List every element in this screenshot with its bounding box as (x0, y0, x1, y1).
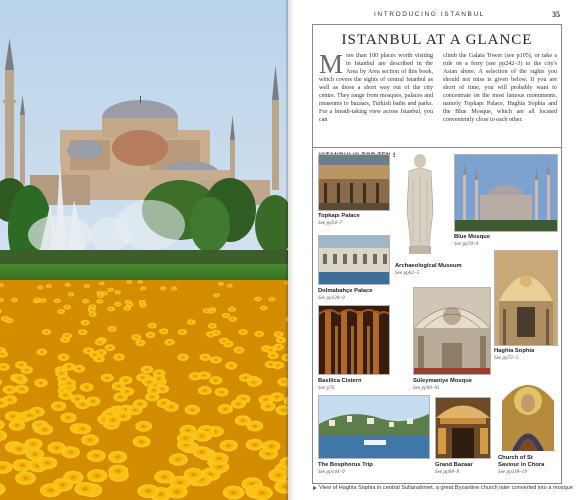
intro-text (319, 49, 557, 150)
flower (187, 319, 196, 325)
flower (193, 430, 210, 441)
grand-bazaar-image (435, 397, 491, 459)
flower (99, 282, 105, 286)
sight-topkapi-palace (318, 154, 390, 232)
flower (3, 385, 17, 394)
sight-ref: See pp90–91 (413, 385, 440, 391)
flower (36, 424, 53, 435)
flower (141, 366, 153, 374)
flower (47, 442, 65, 454)
flower (218, 282, 224, 286)
flower (131, 334, 141, 340)
flower (193, 446, 212, 458)
flower (220, 440, 238, 452)
flower (108, 465, 128, 478)
flower (209, 376, 222, 384)
flower (152, 374, 165, 382)
flower (178, 329, 187, 335)
flower (125, 300, 132, 305)
flower (139, 300, 146, 305)
flower (46, 284, 52, 288)
flower (22, 410, 38, 420)
flower (12, 459, 32, 472)
flower (147, 386, 161, 395)
flower (75, 400, 90, 410)
flower (160, 286, 166, 290)
flower (265, 361, 277, 369)
flower (78, 329, 87, 335)
flower (199, 354, 210, 361)
flower (251, 486, 273, 500)
intro-column-1 (319, 49, 433, 124)
drop-cap: M (319, 49, 344, 79)
flower (81, 434, 99, 445)
flower (262, 440, 280, 452)
running-head-title: INTRODUCING ISTANBUL (374, 11, 485, 18)
sight-name: Church of St (498, 455, 533, 461)
flower (108, 451, 127, 463)
sight-suleymaniye-mosque (413, 287, 491, 401)
flower (15, 361, 27, 369)
flower (54, 299, 61, 304)
sight-dolmabahce-palace (318, 235, 390, 309)
sight-haghia-sophia (494, 250, 558, 370)
right-page (294, 0, 576, 500)
flower (166, 485, 188, 499)
flower (68, 292, 75, 296)
flower (223, 486, 245, 500)
sight-name: Blue Mosque (454, 234, 491, 240)
flower (210, 356, 222, 363)
section-divider (313, 147, 561, 148)
blue-mosque-image (454, 154, 558, 232)
flower (255, 297, 262, 301)
flower (120, 387, 134, 396)
flower (265, 346, 276, 353)
flower (218, 404, 233, 414)
flower (225, 362, 237, 370)
flower (146, 332, 156, 338)
page-title: ISTANBUL AT A GLANCE (341, 32, 533, 48)
flower (105, 344, 116, 351)
flower (34, 379, 47, 388)
flower (234, 347, 245, 354)
intro-column-2: climb the Galata Tower (see p105), or take a ride on a ferry (see pp242–3) to the city's Asian shore. A selection of the sights you should not miss is given below. If you are short of time, you will probably want to concentrate on the most famous monuments, namely Topkapı Palace, Haghia Sophia and the Blue Mosque, which are all located conveniently close to each other. (443, 53, 557, 123)
sight-basilica-cistern (318, 305, 390, 401)
flower (58, 391, 72, 400)
flower (206, 331, 216, 337)
page-number: 35 (552, 10, 560, 19)
flower (222, 313, 230, 318)
flower (171, 286, 177, 290)
flower (58, 354, 69, 361)
flower (96, 299, 103, 304)
flower (239, 329, 248, 335)
flower (60, 413, 76, 423)
flower (81, 320, 90, 326)
flower (184, 468, 204, 481)
flower (63, 305, 71, 310)
flower (74, 424, 91, 435)
flower (235, 415, 251, 425)
flower (203, 308, 211, 313)
flower (246, 439, 264, 451)
flower (82, 299, 89, 304)
photo-caption (313, 485, 573, 491)
flower (13, 374, 26, 382)
flower (215, 388, 229, 397)
flower (3, 395, 18, 404)
sight-name: Dolmabahçe Palace (318, 288, 373, 294)
flower (254, 331, 264, 337)
flower (74, 482, 96, 496)
content-frame (312, 24, 562, 484)
bosphorus-trip-image (318, 395, 430, 459)
flower (63, 363, 75, 371)
flower (137, 280, 143, 284)
flower (135, 340, 145, 347)
sight-name: Archaeological Museum (395, 263, 462, 269)
flower (140, 286, 146, 290)
flower (42, 329, 51, 335)
sight-ref: See pp128–9 (318, 295, 345, 301)
topkapi-palace-image (318, 154, 390, 211)
flower (133, 436, 151, 448)
flower (229, 316, 237, 321)
flower (84, 284, 90, 288)
running-head (294, 9, 576, 21)
sight-name-line2: Saviour in Chora (498, 462, 545, 468)
sight-ref: See pp62–5 (395, 270, 420, 276)
flower (228, 307, 236, 312)
flower (96, 291, 102, 295)
flower (51, 401, 66, 411)
flower (115, 290, 121, 294)
sight-name: The Bosphorus Trip (318, 462, 373, 468)
chora-church-image (498, 371, 558, 451)
sight-ref: See p76 (318, 385, 335, 391)
flower (276, 337, 286, 343)
flower (208, 323, 217, 329)
sight-name: Basilica Cistern (318, 378, 362, 384)
flower (38, 457, 58, 470)
flower (268, 297, 275, 301)
flower (177, 433, 195, 444)
flower (80, 383, 94, 392)
haghia-sophia-image (494, 250, 558, 346)
flower (88, 308, 96, 313)
flower (274, 331, 284, 337)
flower (213, 293, 220, 297)
flower (227, 284, 233, 288)
flower (108, 288, 114, 292)
sight-ref: See pp98–9 (435, 469, 460, 475)
basilica-cistern-image (318, 305, 390, 375)
flower (270, 392, 284, 401)
dolmabahce-palace-image (318, 235, 390, 285)
caption-arrow-icon (313, 486, 317, 490)
flower (15, 472, 36, 485)
flower (185, 405, 200, 415)
sight-ref: See pp118–19 (498, 469, 527, 475)
flower (261, 401, 276, 411)
flower (210, 452, 229, 464)
sight-name: Topkapı Palace (318, 213, 360, 219)
flower (108, 326, 117, 332)
flower (5, 411, 21, 421)
flower (177, 354, 188, 361)
sight-ref: See pp144–9 (318, 469, 345, 475)
flower (198, 386, 212, 395)
intro-col1-text: ore than 100 places worth visiting in Istanbul are described in the Area by Area section of this book, which covers the sights of central Istanbul as well as those a short way out of the city centre. They range from mosques, palaces and museums to bazaars, Turkish baths and parks. For a breath-taking view across Istanbul, you can (319, 53, 433, 123)
sight-name: Süleymaniye Mosque (413, 378, 472, 384)
flower (87, 469, 108, 482)
flower (105, 415, 121, 425)
flower (57, 309, 65, 314)
sight-ref: See pp54–7 (318, 220, 343, 226)
flower (62, 333, 72, 339)
flower (231, 399, 246, 409)
flower (101, 374, 114, 382)
sight-ref: See pp72–5 (494, 355, 519, 361)
flower (113, 353, 124, 360)
page-gutter (286, 0, 294, 500)
flower (219, 338, 229, 345)
flower (165, 339, 175, 346)
sight-church-of-st-saviour-in-chora (498, 371, 558, 483)
flower (1, 316, 9, 321)
photo-caption-text: View of Haghia Sophia in central Sultanahmet, a great Byzantine church later converted into a mosque (319, 485, 573, 491)
flower (159, 328, 168, 334)
sight-name: Haghia Sophia (494, 348, 535, 354)
flower (83, 347, 94, 354)
flower (65, 283, 71, 287)
flower (198, 371, 211, 379)
flower (36, 349, 47, 356)
flower (260, 306, 268, 311)
flower (137, 484, 159, 498)
flower (114, 302, 121, 307)
suleymaniye-mosque-image (413, 287, 491, 375)
flower (126, 280, 132, 284)
sight-archaeological-museum (395, 151, 462, 277)
flower (37, 285, 43, 289)
flower (52, 478, 73, 492)
flower (148, 323, 157, 329)
flower (107, 307, 115, 312)
sight-name: Grand Bazaar (435, 462, 473, 468)
sight-grand-bazaar (435, 397, 491, 483)
sight-ref: See pp78–9 (454, 241, 479, 247)
sight-bosphorus-trip (318, 395, 430, 483)
flower (55, 369, 68, 377)
flower (11, 298, 18, 302)
flower (164, 402, 179, 412)
flower (95, 339, 105, 346)
flower (10, 443, 28, 455)
flower (135, 421, 152, 432)
flower (169, 453, 188, 465)
flower (63, 379, 76, 388)
flower (87, 450, 106, 462)
flower (15, 385, 29, 394)
flower (34, 298, 41, 302)
archaeological-museum-image (395, 151, 445, 259)
sight-blue-mosque (454, 154, 558, 254)
flower (247, 378, 260, 387)
